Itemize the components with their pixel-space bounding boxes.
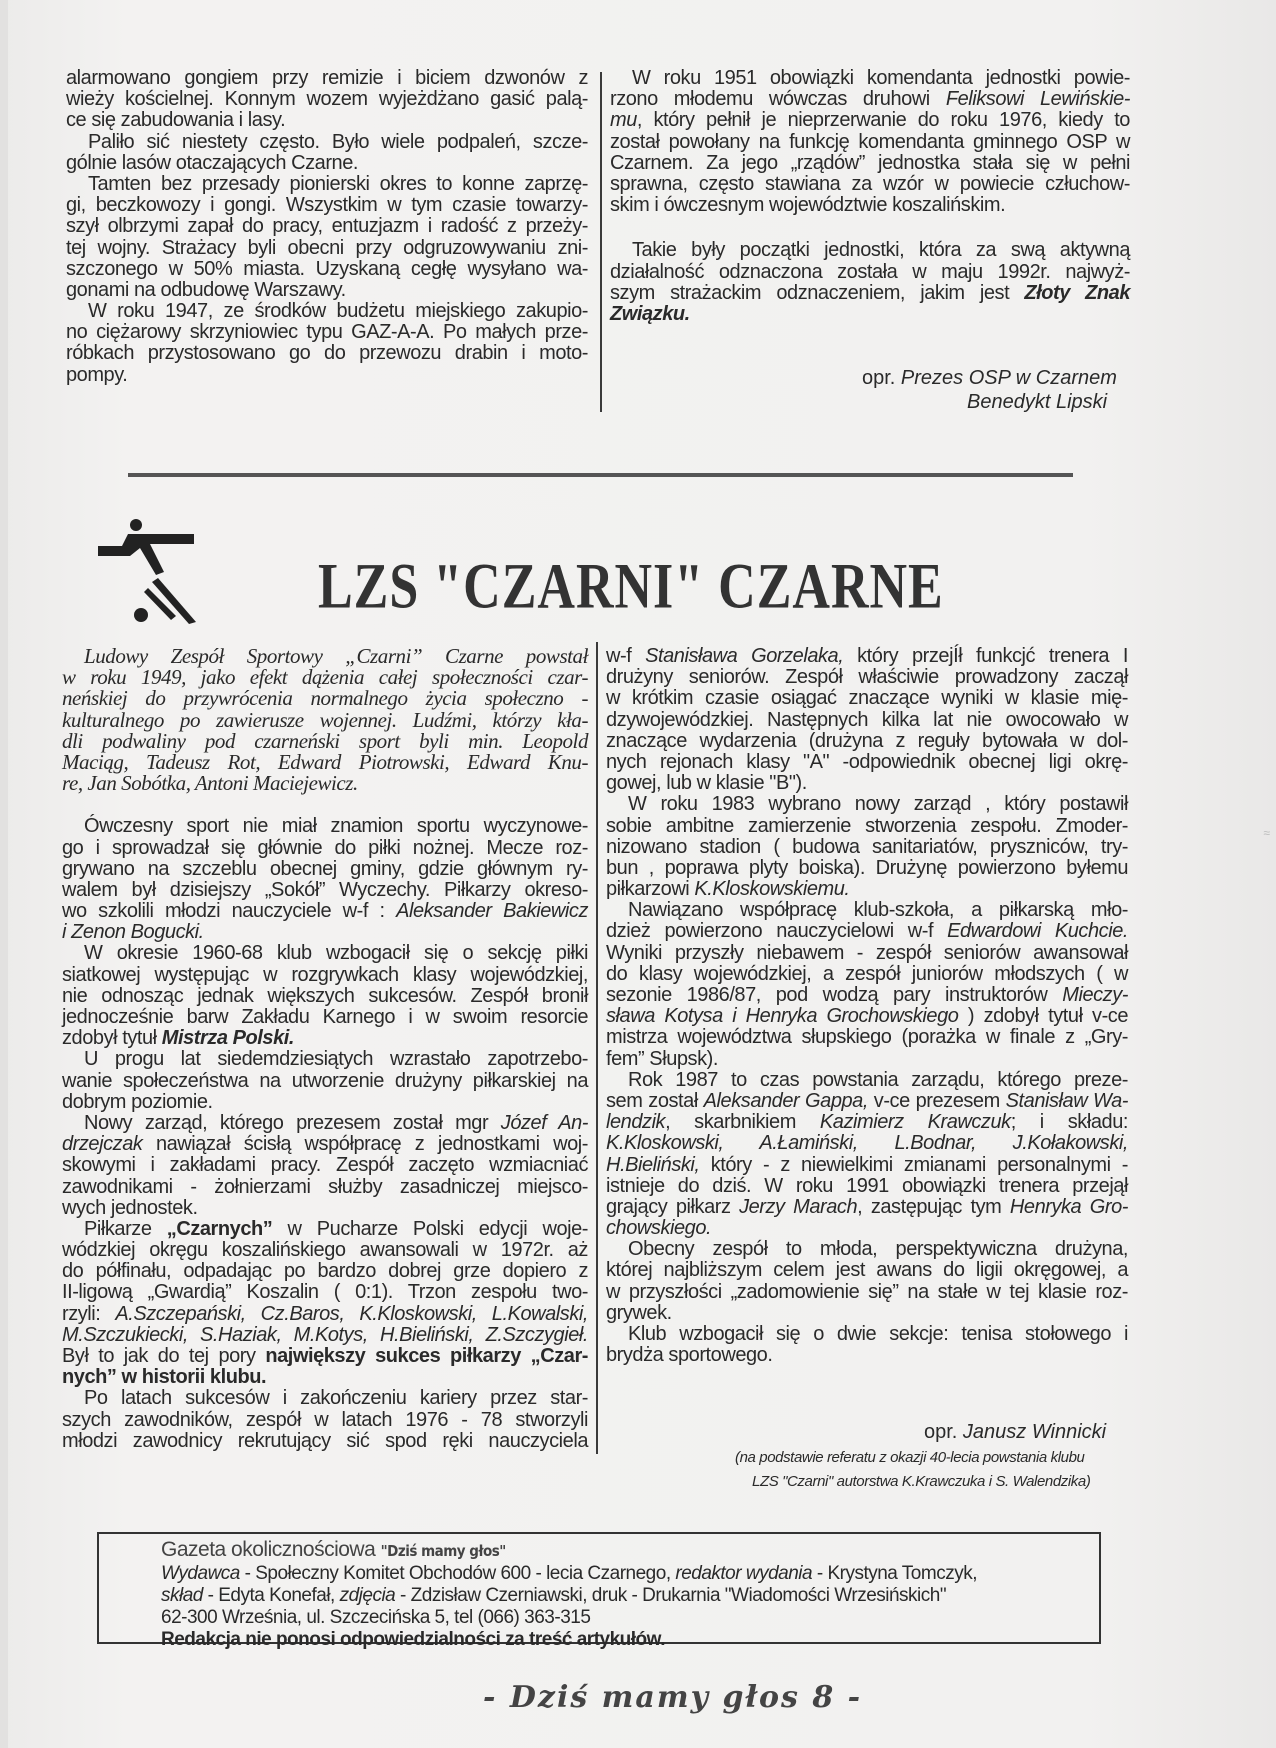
text-line: dzywojewódzkiej. Następnych kilka lat nie owocowało w <box>606 708 1128 731</box>
text-line: sprawna, często stawiana za wzór w powiecie człuchow- <box>610 172 1130 195</box>
text-line: rzono młodemu wówczas druhowi Feliksowi Lewińskie- <box>610 88 1130 111</box>
source-note: LZS "Czarni" autorstwa K.Krawczuka i S. Walendzika) <box>752 1473 1091 1490</box>
text-line: róbkach przystosowano go do przewozu drabin i moto- <box>66 342 588 365</box>
text-line: Takie były początki jednostki, która za swą aktywną <box>632 239 1130 262</box>
page-footer: - Dziś mamy głos 8 - <box>483 1680 863 1715</box>
text-line: do półfinału, odpadając po bardzo dobrej grze dopiero z <box>62 1260 588 1283</box>
text-line: Ludowy Zespół Sportowy „Czarni” Czarne powstał <box>84 644 588 668</box>
text-line: pompy. <box>66 363 128 386</box>
text-line: nych rejonach klasy "A" -odpowiednik obecnej ligi okrę- <box>606 750 1128 773</box>
text-line: Był to jak do tej pory największy sukces piłkarzy „Czar- <box>62 1345 588 1367</box>
text-line: skim i ówczesnym województwie koszalińskim. <box>610 194 1006 217</box>
text-line: W okresie 1960-68 klub wzbogacił się o sekcję piłki <box>84 942 588 965</box>
text-line: zdobył tytuł Mistrza Polski. <box>62 1027 294 1050</box>
text-line: ce się zabudowania i lasy. <box>66 109 286 132</box>
imprint-disclaimer: Redakcja nie ponosi odpowiedzialności za treść artykułów. <box>161 1629 665 1650</box>
text-line: młodzi zawodnicy rekrutujący sić spod ręki nauczyciela <box>62 1429 588 1452</box>
text-line: M.Szczukiecki, S.Haziak, M.Kotys, H.Bieliński, Z.Szczygieł. <box>62 1323 588 1346</box>
text-line: brydża sportowego. <box>606 1344 773 1367</box>
scan-mark: ≈ <box>1263 826 1270 840</box>
scan-edge <box>0 0 8 1748</box>
text-line: szczonego w 50% miasta. Uzyskaną cegłę wysyłano wa- <box>66 257 588 280</box>
text-line: nizowano stadion ( budowa sanitariatów, pryszniców, try- <box>606 835 1128 858</box>
text-line: W roku 1983 wybrano nowy zarząd , który postawił <box>628 793 1128 816</box>
text-line: drużyny seniorów. Zespół właściwie prowadzony zaczął <box>606 666 1128 689</box>
article-right-column <box>606 646 1128 1366</box>
text-line: Nowy zarząd, którego prezesem został mgr Józef An- <box>84 1111 588 1134</box>
name-feliks-lewinski: Feliksowi Lewińskie- <box>945 88 1130 111</box>
text-line: U progu lat siedemdziesiątych wzrastało zapotrzebo- <box>84 1048 588 1071</box>
text-line: wanie społeczeństwa na utworzenie drużyny piłkarskiej na <box>62 1069 588 1092</box>
text-line: Obecny zespół to młoda, perspektywiczna drużyna, <box>628 1238 1128 1261</box>
signature-osp-name: Benedykt Lipski <box>967 391 1108 413</box>
text-line: wo szkolili młodzi nauczyciele w-f : Aleksander Bakiewicz <box>62 900 588 923</box>
imprint-line: Gazeta okolicznościowa "Dziś mamy głos" <box>161 1538 506 1561</box>
section-divider <box>128 473 1073 477</box>
text-line: znaczące wydarzenia (drużyna z reguły bytowała w dol- <box>606 729 1128 752</box>
text-line: II-ligową „Gwardią” Koszalin ( 0:1). Trzon zespołu two- <box>62 1281 588 1304</box>
text-line: zawodnikami - żołnierzami służby zasadniczej miejsco- <box>62 1175 588 1198</box>
text-line: której najbliższym celem jest awans do ligii okręgowej, a <box>606 1259 1128 1282</box>
text-line: szych zawodników, zespół w latach 1976 - 78 stworzyli <box>62 1408 588 1431</box>
signature-article: opr. Janusz Winnicki <box>924 1421 1107 1443</box>
text-line: dobrym poziomie. <box>62 1090 213 1113</box>
text-line: wych jednostek. <box>62 1196 198 1219</box>
imprint-line: Wydawca - Społeczny Komitet Obchodów 600 - lecia Czarnego, redaktor wydania - Krystyna Tomczyk, <box>161 1563 977 1584</box>
text-line: i Zenon Bogucki. <box>62 921 204 944</box>
text-line: mistrza województwa słupskiego (porażka w finale z „Gry- <box>606 1026 1128 1049</box>
column-divider-article <box>596 642 598 1454</box>
column-divider-top <box>600 72 602 412</box>
text-line: jednocześnie barw Zakładu Karnego i w swoim resorcie <box>62 1006 588 1028</box>
text-line: grający piłkarz Jerzy Marach, zastępując tym Henryka Gro- <box>606 1195 1128 1218</box>
text-line: no ciężarowy skrzyniowiec typu GAZ-A-A. Po małych prze- <box>66 321 588 344</box>
text-line: bun , poprawa plyty boiska). Drużynę powierzono byłemu <box>606 856 1128 879</box>
text-line: Tamten bez przesady pionierski okres to konne zaprzę- <box>88 172 588 195</box>
text-line: W roku 1947, ze środków budżetu miejskiego zakupio- <box>88 300 588 323</box>
text-line: gi, beczkowozy i gongi. Wszystkim w tym czasie towarzy- <box>66 194 588 217</box>
award-name: Złoty Znak <box>1024 281 1131 304</box>
text-line: w-f Stanisława Gorzelaka, który przejÍł funkcjć trenera I <box>606 645 1128 667</box>
article-left-column <box>62 646 588 1452</box>
text-line: skowymi i zakładami pracy. Zespół zaczęto wzmiacniać <box>62 1154 588 1177</box>
text-line: alarmowano gongiem przy remizie i biciem dzwonów z <box>66 67 588 89</box>
text-line: Wyniki przyszły niebawem - zespół seniorów awansował <box>606 941 1128 964</box>
fire-brigade-history-right-column <box>610 68 1130 325</box>
text-line: W roku 1951 obowiązki komendanta jednostki powie- <box>632 67 1130 89</box>
imprint-box <box>97 1532 1101 1650</box>
text-line: istnieje do dziś. W roku 1991 obowiązki trenera przejął <box>606 1174 1128 1197</box>
text-line: Maciąg, Tadeusz Rot, Edward Piotrowski, Edward Knu- <box>62 749 588 774</box>
text-line: Po latach sukcesów i zakończeniu kariery przez star- <box>84 1387 588 1410</box>
text-line: rzyli: A.Szczepański, Cz.Baros, K.Kloskowski, L.Kowalski, <box>62 1302 588 1325</box>
text-line: Piłkarze „Czarnych” w Pucharze Polski edycji woje- <box>84 1217 589 1240</box>
text-line: mu, który pełnił je nieprzerwanie do roku 1976, kiedy to <box>610 109 1130 132</box>
text-line: sezonie 1986/87, pod wodzą pary instruktorów Mieczy- <box>606 984 1128 1006</box>
text-line: w roku 1949, jako efekt dążenia całej społeczności czar- <box>62 665 588 690</box>
text-line: nie odnosząc jednak większych sukcesów. Zespół bronił <box>62 984 588 1007</box>
text-line: go i sprowadzał się głównie do piłki nożnej. Mecze roz- <box>62 836 588 859</box>
imprint-line: skład - Edyta Konefał, zdjęcia - Zdzisław Czerniawski, druk - Drukarnia "Wiadomości Wrzesińskich" <box>161 1585 947 1606</box>
text-line: gonami na odbudowę Warszawy. <box>66 278 346 301</box>
text-line: został powołany na funkcję komendanta gminnego OSP w <box>610 130 1130 153</box>
text-line: re, Jan Sobótka, Antoni Maciejewicz. <box>62 771 358 796</box>
text-line: dli podwaliny pod czarneński sport byli min. Leopold <box>62 728 588 753</box>
text-line: lendzik, skarbnikiem Kazimierz Krawczuk; i składu: <box>606 1111 1128 1134</box>
text-line: neńskiej do przywrócenia normalnego życia społeczno - <box>62 686 588 711</box>
imprint-line: 62-300 Września, ul. Szczecińska 5, tel (066) 363-315 <box>161 1607 591 1628</box>
article-title: LZS "CZARNI" CZARNE <box>318 551 944 623</box>
text-line: działalność odznaczona została w maju 1992r. najwyż- <box>610 260 1130 283</box>
text-line: fem” Słupsk). <box>606 1047 718 1070</box>
text-line: Nawiązano współpracę klub-szkoła, a piłkarską mło- <box>628 899 1128 922</box>
text-line: K.Kloskowski, A.Łamiński, L.Bodnar, J.Kołakowski, <box>606 1132 1128 1155</box>
text-line: Klub wzbogacił się o dwie sekcje: tenisa stołowego i <box>628 1323 1128 1345</box>
text-line: Ówczesny sport nie miał znamion sportu wyczynowe- <box>84 815 588 838</box>
text-line: tej wojny. Strażacy byli obecni przy odgruzowywaniu zni- <box>66 236 588 259</box>
text-line: wieży kościelnej. Konnym wozem wyjeżdżano gasić palą- <box>66 88 588 111</box>
text-line: walem był dzisiejszy „Sokół” Wyczechy. Piłkarzy okreso- <box>62 878 588 901</box>
text-line: Paliło sić niestety często. Było wiele podpaleń, szcze- <box>88 130 588 153</box>
text-line: wódzkiej okręgu koszalińskiego awansowali w 1972r. aż <box>62 1239 588 1262</box>
text-line: w przyszłości „zadomowienie się” na stałe w tej klasie roz- <box>606 1280 1128 1303</box>
text-line: szył olbrzymi zapał do pracy, entuzjazm i radość z przeży- <box>66 215 588 238</box>
text-line: gowej, lub w klasie "B"). <box>606 772 807 795</box>
text-line: grywano na szczeblu obecnej gminy, gdzie głównym ry- <box>62 857 588 880</box>
text-line: gólnie lasów otaczających Czarne. <box>66 151 358 174</box>
text-line: nych” w historii klubu. <box>62 1366 267 1389</box>
text-line: Czarnem. Za jego „rządów” jednostka stała się w pełni <box>610 151 1130 174</box>
footballer-pictogram-icon <box>92 512 207 624</box>
text-line: H.Bieliński, który - z niewielkimi zmianami personalnymi - <box>606 1153 1128 1176</box>
text-line: drzejczak nawiązał ścisłą współpracę z jednostkami woj- <box>62 1133 588 1156</box>
signature-osp: opr. Prezes OSP w Czarnem <box>862 367 1117 389</box>
text-line: chowskiego. <box>606 1217 712 1240</box>
newspaper-name: "Dziś mamy głos" <box>380 1542 506 1560</box>
text-line: piłkarzowi K.Kloskowskiemu. <box>606 878 850 901</box>
text-line: sława Kotysa i Henryka Grochowskiego ) zdobył tytuł v-ce <box>606 1005 1128 1028</box>
text-line: siatkowej występując w rozgrywkach klasy wojewódzkiej, <box>62 963 588 986</box>
text-line: sobie ambitne zamierzenie stworzenia zespołu. Zmoder- <box>606 814 1128 837</box>
fire-brigade-history-left-column <box>66 68 588 386</box>
text-line: grywek. <box>606 1301 672 1324</box>
text-line: kulturalnego po zawierusze wojennej. Ludźmi, którzy kła- <box>62 707 588 732</box>
text-line: dzież powierzono nauczycielowi w-f Edwardowi Kuchcie. <box>606 920 1128 943</box>
text-line: szym strażackim odznaczeniem, jakim jest Złoty Znak <box>610 281 1131 304</box>
article-intro <box>62 646 588 794</box>
text-line: Związku. <box>610 302 690 325</box>
text-line: w krótkim czasie osiągać znaczące wyniki w klasie mię- <box>606 687 1128 710</box>
text-line: do klasy wojewódzkiej, a zespół juniorów młodszych ( w <box>606 962 1128 985</box>
source-note: (na podstawie referatu z okazji 40-lecia powstania klubu <box>735 1449 1085 1466</box>
text-line: Rok 1987 to czas powstania zarządu, którego preze- <box>628 1068 1128 1091</box>
text-line: sem został Aleksander Gappa, v-ce prezesem Stanisław Wa- <box>606 1089 1128 1112</box>
